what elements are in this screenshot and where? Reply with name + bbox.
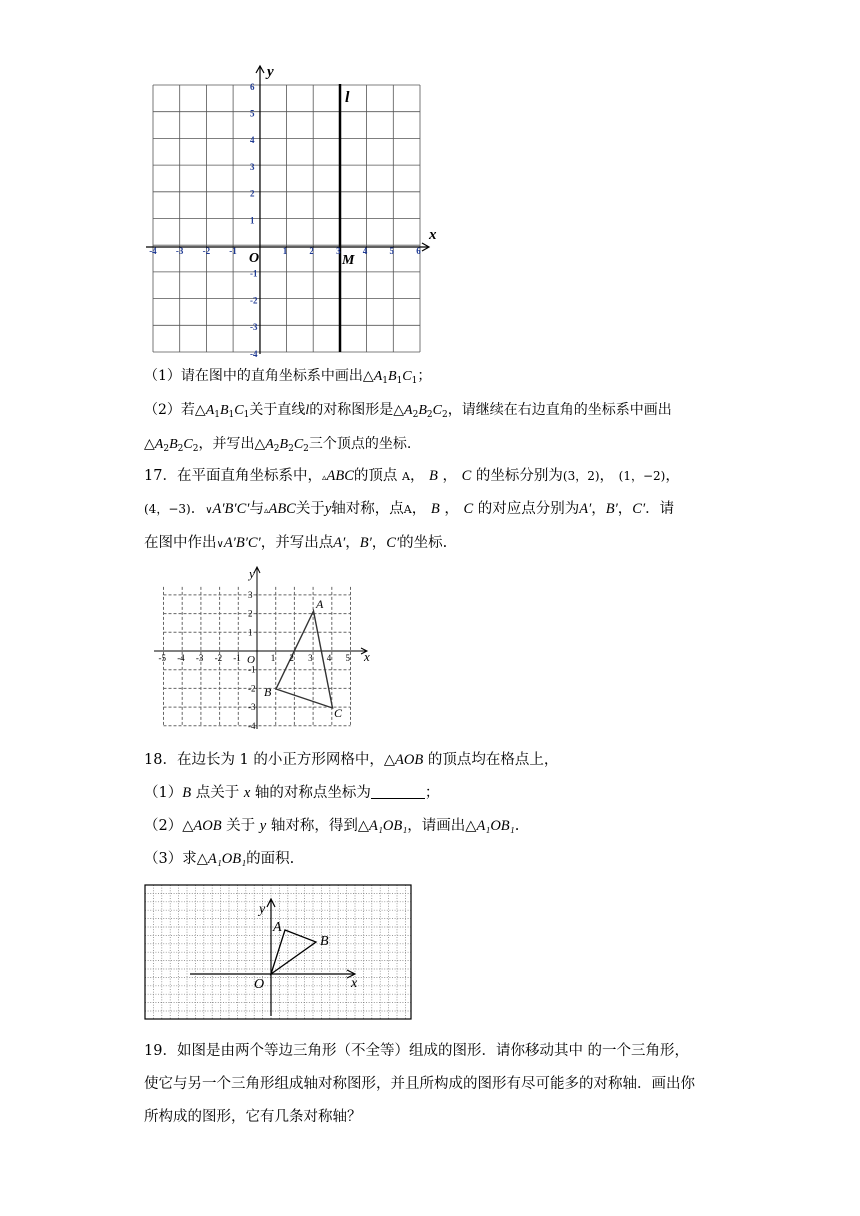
x-tick-label: -2 bbox=[214, 653, 223, 663]
x-tick-label: 4 bbox=[362, 246, 368, 256]
q19-line3: 所构成的图形，它有几条对称轴？ bbox=[144, 1109, 362, 1125]
q16-part1: （1）请在图中的直角坐标系中画出$\triangle A_1B_1C_1$； bbox=[144, 368, 432, 386]
q19-line2: 使它与另一个三角形组成轴对称图形，并且所构成的图形有尽可能多的对称轴．画出你 bbox=[144, 1076, 695, 1092]
q18-intro: 18．在边长为 1 的小正方形网格中，△AOB 的顶点均在格点上， bbox=[144, 752, 559, 768]
x-tick-label: -4 bbox=[149, 246, 157, 256]
vertex-c-label: C bbox=[334, 706, 343, 720]
y-axis-label: y bbox=[249, 566, 255, 581]
grid-lines bbox=[153, 85, 420, 352]
y-tick-label: 1 bbox=[248, 627, 253, 638]
x-tick-label: 2 bbox=[289, 653, 294, 663]
line-l-label: l bbox=[345, 89, 350, 106]
y-tick-label: -4 bbox=[248, 720, 256, 731]
x-tick-label: 3 bbox=[336, 246, 341, 256]
y-axis-label: y bbox=[259, 902, 266, 917]
coordinate-grid-figure-1 bbox=[140, 62, 450, 358]
y-tick-label: 2 bbox=[248, 608, 253, 619]
answer-blank[interactable] bbox=[371, 784, 425, 799]
y-tick-label: 2 bbox=[250, 188, 255, 199]
q16-part2: （2）若$\triangle A_1B_1C_1$关于直线l的对称图形是$\triangle A_2B_2C_2$，请继续在右边直角的坐标系中画出 bbox=[144, 402, 672, 420]
y-tick-label: -2 bbox=[250, 295, 258, 306]
origin-label: O bbox=[247, 654, 255, 666]
q19-line1: 19．如图是由两个等边三角形（不全等）组成的图形．请你移动其中 的一个三角形， bbox=[144, 1043, 690, 1059]
y-tick-label: 4 bbox=[250, 135, 255, 146]
point-m-label: M bbox=[342, 253, 355, 268]
x-tick-label: -4 bbox=[177, 653, 185, 663]
y-tick-label: 3 bbox=[250, 161, 255, 172]
x-tick-label: 5 bbox=[389, 246, 394, 256]
q17-line2: (4，−3)．∨A′B′C′与▵ABC关于y轴对称，点A， B ， C 的对应点分别为A′，B′，C′．请 bbox=[144, 501, 675, 517]
origin-label: O bbox=[249, 251, 260, 266]
y-axis-label: y bbox=[267, 64, 274, 80]
q18-part2: （2）△AOB 关于 y 轴对称，得到△A₁OB₁，请画出△A₁OB₁. bbox=[144, 818, 520, 834]
tick-labels bbox=[149, 82, 421, 358]
vertex-a-label: A bbox=[273, 920, 282, 935]
coordinate-grid-figure-2 bbox=[150, 564, 380, 732]
y-tick-label: 1 bbox=[250, 215, 255, 226]
y-tick-label: 6 bbox=[250, 81, 255, 92]
y-tick-label: 5 bbox=[250, 108, 255, 119]
x-tick-label: -1 bbox=[233, 653, 241, 663]
q18-part3: （3）求△A₁OB₁的面积. bbox=[144, 851, 295, 867]
x-tick-label: -2 bbox=[202, 246, 211, 256]
x-tick-label: -3 bbox=[195, 653, 204, 663]
y-tick-label: -3 bbox=[250, 322, 258, 333]
y-tick-label: -2 bbox=[248, 683, 256, 694]
x-tick-label: -5 bbox=[158, 653, 166, 663]
y-tick-label: 3 bbox=[248, 589, 253, 600]
x-tick-label: 5 bbox=[345, 653, 350, 663]
y-tick-label: -1 bbox=[250, 268, 258, 279]
y-tick-label: -4 bbox=[250, 348, 258, 358]
x-tick-label: 3 bbox=[308, 653, 313, 663]
x-tick-label: 2 bbox=[309, 246, 314, 256]
y-tick-label: -3 bbox=[248, 702, 256, 713]
vertex-b-label: B bbox=[264, 685, 272, 699]
q18-part1: （1）B 点关于 x 轴的对称点坐标为 ； bbox=[144, 785, 440, 801]
coordinate-grid-figure-3 bbox=[144, 884, 412, 1020]
x-tick-label: -1 bbox=[229, 246, 237, 256]
y-tick-label: -1 bbox=[248, 664, 256, 675]
triangle-abc bbox=[276, 611, 333, 708]
x-tick-label: -3 bbox=[175, 246, 184, 256]
vertex-a-label: A bbox=[316, 597, 324, 611]
q16-part3: $\triangle A_2B_2C_2$，并写出$\triangle A_2B_2C_2$三个顶点的坐标. bbox=[144, 436, 412, 454]
x-axis-label: x bbox=[351, 976, 358, 991]
vertex-b-label: B bbox=[320, 934, 329, 949]
origin-label: O bbox=[254, 977, 265, 992]
x-axis-label: x bbox=[364, 649, 370, 664]
q17-line1: 17．在平面直角坐标系中，▵ABC的顶点 A， B ， C 的坐标分别为(3，2)， (1，−2)， bbox=[144, 468, 680, 484]
x-tick-label: 1 bbox=[282, 246, 288, 256]
q17-line3: 在图中作出∨A′B′C′，并写出点A′，B′，C′的坐标. bbox=[144, 535, 448, 551]
x-tick-label: 1 bbox=[270, 653, 276, 663]
x-tick-label: 4 bbox=[326, 653, 332, 663]
x-axis-label: x bbox=[429, 227, 437, 243]
x-tick-label: 6 bbox=[416, 246, 421, 256]
